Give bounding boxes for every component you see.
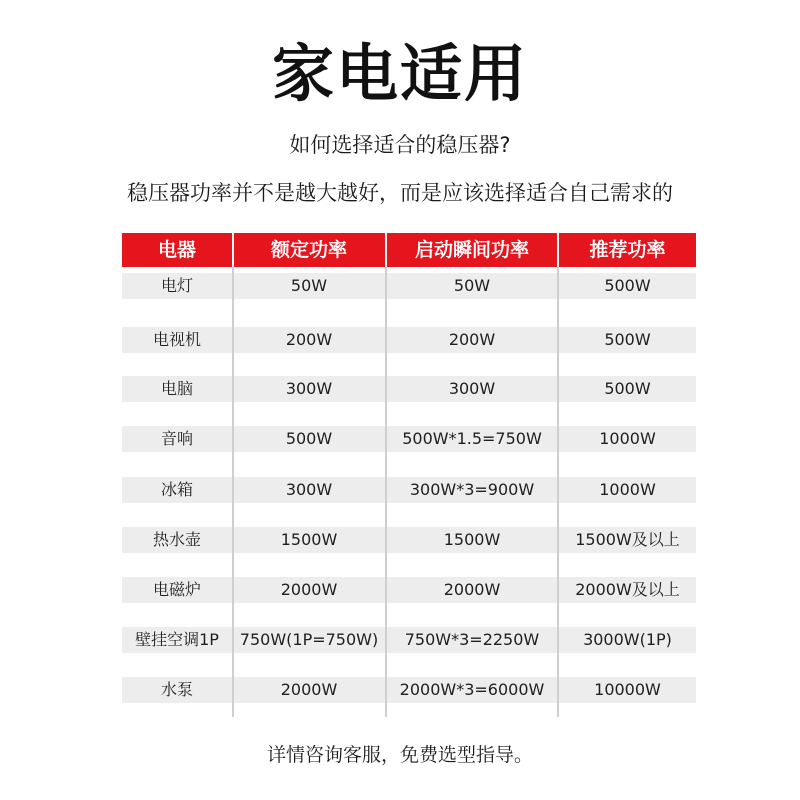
table-row: [122, 477, 696, 503]
cell-rated: 200W: [285, 330, 333, 349]
cell-appliance: 热水壶: [152, 530, 201, 549]
cell-rated: 300W: [285, 480, 333, 499]
cell-appliance: 电灯: [160, 276, 193, 295]
cell-startup: 200W: [448, 330, 496, 349]
cell-appliance: 壁挂空调1P: [135, 630, 219, 649]
cell-recommended: 500W: [604, 379, 651, 398]
table-row: [122, 273, 696, 299]
cell-recommended: 1500W及以上: [575, 530, 680, 549]
page-title: 家电适用: [271, 37, 528, 110]
subtitle: 如何选择适合的稳压器?: [289, 133, 511, 157]
table-row: [122, 677, 696, 703]
cell-appliance: 电脑: [160, 379, 193, 398]
column-divider: [557, 233, 559, 717]
cell-recommended: 3000W(1P): [583, 630, 672, 649]
column-divider: [232, 233, 234, 717]
table-row: [122, 527, 696, 553]
cell-rated: 500W: [285, 429, 333, 448]
cell-rated: 1500W: [280, 530, 338, 549]
table-row: [122, 376, 696, 402]
cell-startup: 50W: [453, 276, 491, 295]
cell-appliance: 电磁炉: [152, 580, 201, 599]
cell-startup: 2000W*3=6000W: [399, 680, 545, 699]
cell-startup: 2000W: [443, 580, 501, 599]
header-rated-power: 额定功率: [270, 239, 347, 261]
cell-startup: 750W*3=2250W: [404, 630, 540, 649]
cell-startup: 300W*3=900W: [409, 480, 535, 499]
power-table: [122, 233, 696, 717]
tagline: 稳压器功率并不是越大越好，而是应该选择适合自己需求的: [127, 181, 673, 205]
column-divider: [385, 233, 387, 717]
header-recommended-power: 推荐功率: [589, 239, 666, 261]
cell-recommended: 1000W: [599, 429, 656, 448]
footer-note: 详情咨询客服，免费选型指导。: [266, 744, 533, 766]
cell-appliance: 电视机: [152, 330, 201, 349]
cell-recommended: 1000W: [599, 480, 656, 499]
header-divider: [557, 233, 559, 267]
table-row: [122, 627, 696, 653]
cell-recommended: 10000W: [594, 680, 661, 699]
cell-appliance: 水泵: [160, 680, 193, 699]
header-divider: [385, 233, 387, 267]
table-row: [122, 327, 696, 353]
header-startup-power: 启动瞬间功率: [414, 239, 529, 261]
cell-rated: 300W: [285, 379, 333, 398]
cell-appliance: 冰箱: [160, 480, 193, 499]
cell-startup: 1500W: [443, 530, 501, 549]
cell-startup: 300W: [448, 379, 496, 398]
cell-rated: 50W: [290, 276, 328, 295]
table-row: [122, 426, 696, 452]
header-divider: [232, 233, 234, 267]
table-row: [122, 577, 696, 603]
cell-recommended: 2000W及以上: [575, 580, 680, 599]
header-appliance: 电器: [157, 239, 196, 261]
cell-recommended: 500W: [604, 330, 651, 349]
cell-rated: 2000W: [280, 580, 338, 599]
cell-appliance: 音响: [160, 429, 193, 448]
table-header: [122, 233, 696, 267]
cell-rated: 2000W: [280, 680, 338, 699]
cell-recommended: 500W: [604, 276, 651, 295]
cell-startup: 500W*1.5=750W: [402, 429, 542, 448]
cell-rated: 750W(1P=750W): [239, 630, 379, 649]
